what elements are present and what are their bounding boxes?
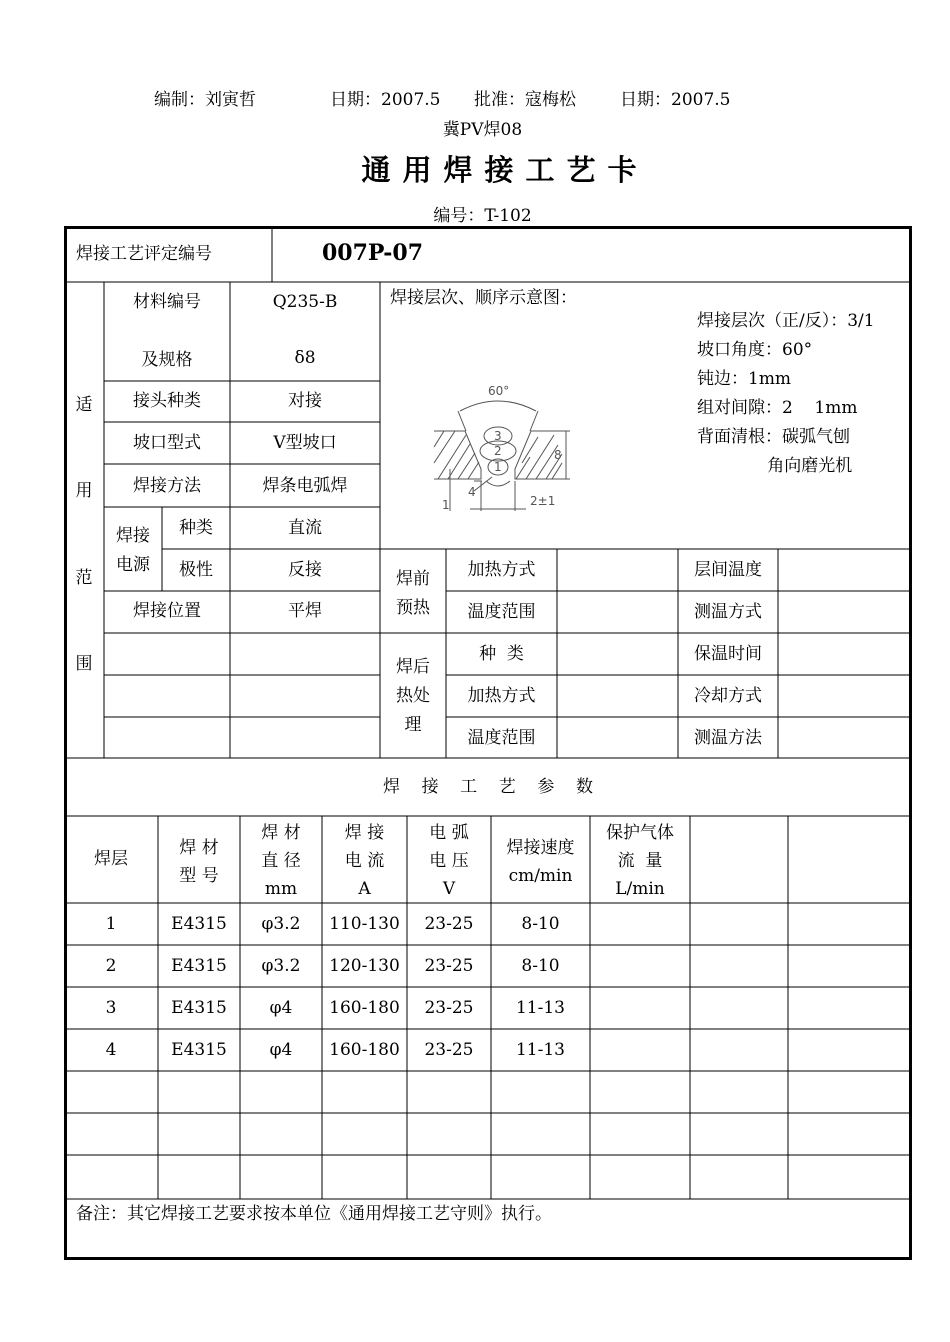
params-header-speed: 焊接速度 cm/min: [506, 838, 575, 886]
joint-label: 接头种类: [133, 391, 201, 411]
material-value-2: δ8: [294, 348, 316, 368]
preheat-item-1: 加热方式: [467, 560, 536, 580]
sketch-note-6: 角向磨光机: [697, 456, 853, 476]
params-cell-r4-c2: E4315: [171, 1040, 227, 1060]
scope-char-3: 范: [75, 568, 93, 588]
params-cell-r1-c2: E4315: [171, 914, 227, 934]
params-cell-r4-c3: φ4: [269, 1040, 293, 1060]
sketch-note-1: 焊接层次（正/反）：3/1: [697, 311, 875, 331]
pwht-item-1: 种 类: [479, 644, 524, 664]
params-cell-r1-c6: 8-10: [521, 914, 560, 934]
gap-label: 2±1: [530, 494, 556, 508]
params-title: 焊 接 工 艺 参 数: [382, 777, 594, 797]
joint-value: 对接: [288, 391, 322, 411]
params-cell-r2-c1: 2: [105, 956, 117, 976]
process-card: [64, 226, 912, 1260]
preheat-item-2: 温度范围: [467, 602, 536, 622]
params-cell-r4-c1: 4: [105, 1040, 117, 1060]
params-cell-r3-c5: 23-25: [424, 998, 474, 1018]
params-header-voltage: 电 弧 电 压 V: [429, 823, 469, 899]
power-label: 焊接 电源: [116, 526, 150, 575]
sketch-note-2: 坡口角度：60°: [697, 340, 813, 360]
params-header-gas: 保护气体 流 量 L/min: [606, 823, 674, 899]
pwht-item2-1: 保温时间: [694, 644, 762, 664]
remark-text: 备注：其它焊接工艺要求按本单位《通用焊接工艺守则》执行。: [76, 1204, 552, 1224]
sketch-note-5: 背面清根：碳弧气刨: [697, 427, 850, 447]
angle-label: 60°: [488, 384, 510, 398]
scope-char-1: 适: [75, 395, 93, 415]
params-header-diameter: 焊 材 直 径 mm: [261, 823, 301, 899]
date-text-2: 日期：2007.5: [620, 90, 731, 110]
params-cell-r3-c3: φ4: [269, 998, 293, 1018]
pwht-item2-3: 测温方法: [694, 728, 762, 748]
scope-char-4: 围: [75, 654, 93, 674]
polarity-label: 极性: [179, 560, 213, 580]
page-title: 通用焊接工艺卡: [361, 153, 649, 187]
params-cell-r3-c6: 11-13: [515, 998, 565, 1018]
power-type-label: 种类: [179, 518, 213, 538]
doc-number: 编号：T-102: [433, 206, 532, 226]
position-label: 焊接位置: [133, 601, 201, 621]
polarity-value: 反接: [288, 560, 322, 580]
material-label-1: 材料编号: [133, 292, 201, 312]
scope-char-2: 用: [75, 481, 93, 501]
power-type-value: 直流: [288, 518, 322, 538]
params-cell-r4-c4: 160-180: [329, 1040, 400, 1060]
pwht-item-3: 温度范围: [467, 728, 536, 748]
position-value: 平焊: [288, 601, 322, 621]
date-text-1: 日期：2007.5: [330, 90, 441, 110]
params-cell-r4-c5: 23-25: [424, 1040, 474, 1060]
method-label: 焊接方法: [133, 476, 201, 496]
pqr-value: 007P-07: [322, 240, 424, 266]
params-cell-r4-c6: 11-13: [515, 1040, 565, 1060]
pqr-label: 焊接工艺评定编号: [76, 244, 212, 264]
preheat-item2-1: 层间温度: [694, 560, 762, 580]
params-cell-r3-c2: E4315: [171, 998, 227, 1018]
params-cell-r3-c4: 160-180: [329, 998, 400, 1018]
groove-label: 坡口型式: [133, 433, 201, 453]
pwht-label: 焊后 热处 理: [396, 657, 430, 735]
compiler-text: 编制：刘寅哲: [154, 90, 256, 110]
params-cell-r1-c5: 23-25: [424, 914, 474, 934]
preheat-label: 焊前 预热: [396, 569, 430, 618]
thickness-label: 8: [554, 448, 562, 462]
sketch-note-4: 组对间隙：2 1mm: [697, 398, 858, 418]
pass-4-label: 4: [468, 485, 476, 499]
params-cell-r2-c2: E4315: [171, 956, 227, 976]
sketch-note-3: 钝边：1mm: [697, 369, 792, 389]
pwht-item2-2: 冷却方式: [694, 686, 762, 706]
params-cell-r2-c6: 8-10: [521, 956, 560, 976]
method-value: 焊条电弧焊: [262, 476, 348, 496]
pwht-item-2: 加热方式: [467, 686, 536, 706]
groove-value: V型坡口: [273, 433, 337, 453]
sketch-label: 焊接层次、顺序示意图：: [390, 288, 577, 308]
params-cell-r2-c3: φ3.2: [261, 956, 301, 976]
pass-2-label: 2: [494, 444, 502, 458]
material-value-1: Q235-B: [272, 292, 338, 312]
params-header-material: 焊 材 型 号: [179, 838, 219, 886]
params-header-current: 焊 接 电 流 A: [344, 823, 385, 899]
preheat-item2-2: 测温方式: [694, 602, 762, 622]
approver-text: 批准：寇梅松: [474, 90, 576, 110]
params-cell-r1-c3: φ3.2: [261, 914, 301, 934]
doc-code: 冀PV焊08: [442, 120, 523, 140]
params-cell-r1-c4: 110-130: [329, 914, 400, 934]
material-label-2: 及规格: [141, 350, 193, 370]
pass-1-label: 1: [494, 460, 502, 474]
weld-sequence-drawing: [430, 381, 570, 521]
params-cell-r3-c1: 3: [105, 998, 117, 1018]
root-face-label: 1: [442, 498, 450, 512]
params-cell-r1-c1: 1: [105, 914, 117, 934]
params-cell-r2-c5: 23-25: [424, 956, 474, 976]
pass-3-label: 3: [494, 429, 502, 443]
params-header-layer: 焊层: [94, 849, 128, 869]
params-cell-r2-c4: 120-130: [329, 956, 400, 976]
